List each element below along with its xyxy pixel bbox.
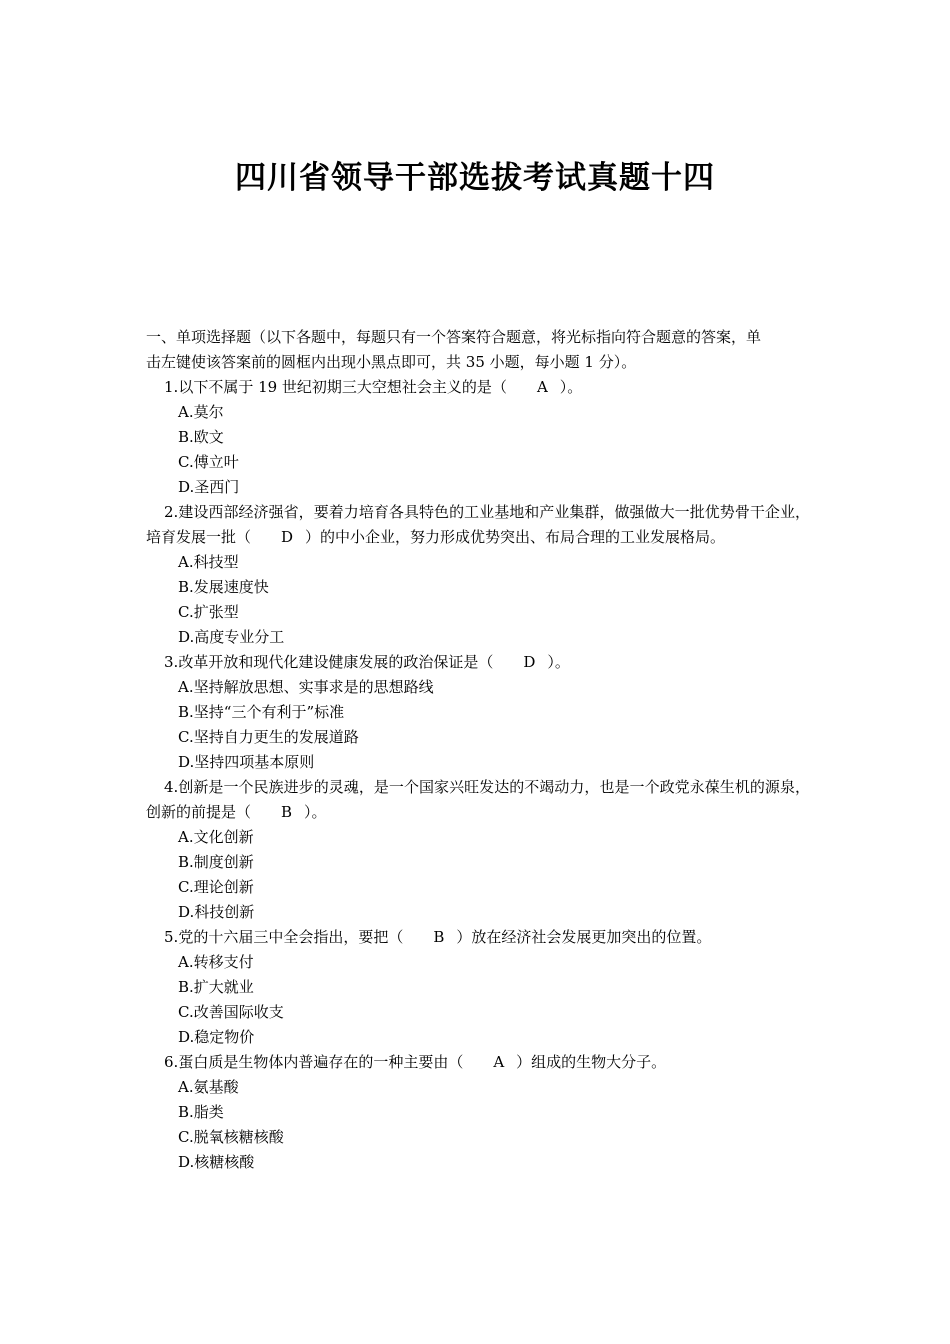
question-number: 6. bbox=[164, 1053, 179, 1071]
option-d: D.高度专业分工 bbox=[178, 628, 285, 646]
question-text-end: ）放在经济社会发展更加突出的位置。 bbox=[456, 928, 712, 946]
question-text-end: ）。 bbox=[547, 653, 570, 671]
option-c: C.扩张型 bbox=[178, 603, 239, 621]
question-stem bbox=[146, 375, 810, 400]
option-b: B.扩大就业 bbox=[178, 978, 254, 996]
option-b: B.制度创新 bbox=[178, 853, 254, 871]
option-c: C.脱氧核糖核酸 bbox=[178, 1128, 284, 1146]
question-text-end: ）的中小企业，努力形成优势突出、布局合理的工业发展格局。 bbox=[305, 528, 726, 546]
option-d: D.核糖核酸 bbox=[178, 1153, 255, 1171]
question-3 bbox=[146, 650, 810, 775]
question-number: 4. bbox=[164, 778, 179, 796]
question-stem bbox=[146, 500, 810, 550]
option-b: B.欧文 bbox=[178, 428, 224, 446]
answer-letter: D bbox=[281, 528, 294, 546]
question-stem bbox=[146, 1050, 810, 1075]
question-text: 蛋白质是生物体内普遍存在的一种主要由（ bbox=[178, 1053, 464, 1071]
option-c: C.坚持自力更生的发展道路 bbox=[178, 728, 359, 746]
question-stem bbox=[146, 775, 810, 825]
option-a: A.氨基酸 bbox=[178, 1078, 239, 1096]
option-a: A.转移支付 bbox=[178, 953, 254, 971]
question-text: 建设西部经济强省，要着力培育各具特色的工业基地和产业集群，做强做大一批优势骨干企业，培育发展一批（ bbox=[146, 503, 810, 546]
question-6 bbox=[146, 1050, 810, 1175]
answer-letter: A bbox=[493, 1053, 505, 1071]
question-2 bbox=[146, 500, 810, 650]
option-d: D.科技创新 bbox=[178, 903, 255, 921]
option-a: A.莫尔 bbox=[178, 403, 224, 421]
option-c: C.改善国际收支 bbox=[178, 1003, 284, 1021]
question-number: 5. bbox=[164, 928, 179, 946]
question-stem bbox=[146, 925, 810, 950]
question-stem bbox=[146, 650, 810, 675]
question-text: 以下不属于 19 世纪初期三大空想社会主义的是（ bbox=[178, 378, 507, 396]
answer-letter: A bbox=[536, 378, 548, 396]
question-number: 3. bbox=[164, 653, 179, 671]
page-title: 四川省领导干部选拔考试真题十四 bbox=[235, 160, 715, 196]
section-heading-line-1: 一、单项选择题（以下各题中，每题只有一个答案符合题意，将光标指向符合题意的答案，单 bbox=[146, 328, 762, 346]
option-d: D.坚持四项基本原则 bbox=[178, 753, 315, 771]
question-text: 改革开放和现代化建设健康发展的政治保证是（ bbox=[178, 653, 494, 671]
question-1 bbox=[146, 375, 810, 500]
option-c: C.傅立叶 bbox=[178, 453, 239, 471]
question-number: 1. bbox=[164, 378, 179, 396]
option-c: C.理论创新 bbox=[178, 878, 254, 896]
section-heading-line-2: 击左键使该答案前的圆框内出现小黑点即可，共 35 小题，每小题 1 分）。 bbox=[146, 353, 637, 371]
question-4 bbox=[146, 775, 810, 925]
question-text-end: ）。 bbox=[304, 803, 327, 821]
option-a: A.文化创新 bbox=[178, 828, 254, 846]
question-text: 创新是一个民族进步的灵魂，是一个国家兴旺发达的不竭动力，也是一个政党永葆生机的源泉，创新的前提是（ bbox=[146, 778, 810, 821]
option-d: D.圣西门 bbox=[178, 478, 240, 496]
question-number: 2. bbox=[164, 503, 179, 521]
question-text: 党的十六届三中全会指出，要把（ bbox=[178, 928, 404, 946]
answer-letter: B bbox=[433, 928, 445, 946]
option-b: B.发展速度快 bbox=[178, 578, 269, 596]
option-a: A.坚持解放思想、实事求是的思想路线 bbox=[178, 678, 434, 696]
section-heading bbox=[146, 325, 810, 375]
answer-letter: D bbox=[523, 653, 536, 671]
question-text-end: ）。 bbox=[559, 378, 583, 396]
option-b: B.坚持“三个有利于”标准 bbox=[178, 703, 345, 721]
question-text-end: ）组成的生物大分子。 bbox=[516, 1053, 667, 1071]
answer-letter: B bbox=[281, 803, 293, 821]
document-body bbox=[146, 325, 810, 1175]
option-d: D.稳定物价 bbox=[178, 1028, 255, 1046]
option-b: B.脂类 bbox=[178, 1103, 224, 1121]
question-5 bbox=[146, 925, 810, 1050]
option-a: A.科技型 bbox=[178, 553, 239, 571]
